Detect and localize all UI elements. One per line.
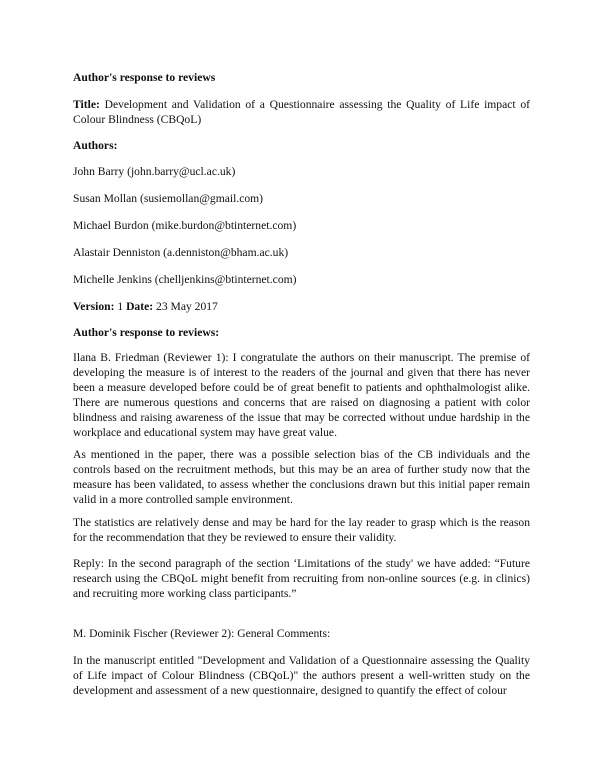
reviewer2-heading: M. Dominik Fischer (Reviewer 2): General Comments:	[73, 627, 331, 640]
title-label: Title:	[73, 98, 100, 111]
title-block	[73, 97, 530, 127]
author-item: Alastair Denniston (a.denniston@bham.ac.uk)	[73, 246, 289, 259]
date-label: Date:	[126, 300, 154, 313]
author-item: Michael Burdon (mike.burdon@btinternet.com)	[73, 219, 297, 232]
version-label: Version:	[73, 300, 115, 313]
authors-label: Authors:	[73, 139, 118, 152]
author-item: Michelle Jenkins (chelljenkins@btinternet.com)	[73, 273, 297, 286]
reviewer1-selection-bias: As mentioned in the paper, there was a possible selection bias of the CB individuals and the controls based on the recruitment methods, but this may be an area of further study now that the measure has been validated, to assess whether the conclusions drawn but this initial paper remain valid in a more controlled sample environment.	[73, 448, 530, 506]
author-item: John Barry (john.barry@ucl.ac.uk)	[73, 165, 236, 178]
version-line	[73, 300, 218, 313]
author-item: Susan Mollan (susiemollan@gmail.com)	[73, 192, 264, 205]
title-text: Development and Validation of a Questionnaire assessing the Quality of Life impact of Colour Blindness (CBQoL)	[73, 98, 530, 126]
responses-heading: Author's response to reviews:	[73, 326, 220, 339]
document-heading: Author's response to reviews	[73, 71, 216, 84]
date-value: 23 May 2017	[156, 300, 218, 313]
reviewer1-comment: Ilana B. Friedman (Reviewer 1): I congratulate the authors on their manuscript. The premise of developing the measure is of interest to the readers of the journal and given that there has never been a measure developed before could be of great benefit to patients and ophthalmologist alike. There are numerous questions and concerns that are raised on diagnosing a patient with color blindness and raising awareness of the issue that may be corrected without undue hardship in the workplace and educational system may have great value.	[73, 351, 530, 439]
version-value: 1	[117, 300, 124, 313]
reviewer2-comment: In the manuscript entitled "Development and Validation of a Questionnaire assessing the Quality of Life impact of Colour Blindness (CBQoL)" the authors present a well-written study on the development and assessment of a new questionnaire, designed to quantify the effect of colour	[73, 654, 530, 697]
reviewer1-statistics: The statistics are relatively dense and may be hard for the lay reader to grasp which is the reason for the recommendation that they be reviewed to ensure their validity.	[73, 516, 530, 544]
author-reply: Reply: In the second paragraph of the section ‘Limitations of the study' we have added: “Future research using the CBQoL might benefit from recruiting from non-online sources (e.g. in clinics) and recruiting more working class participants.”	[73, 557, 530, 600]
